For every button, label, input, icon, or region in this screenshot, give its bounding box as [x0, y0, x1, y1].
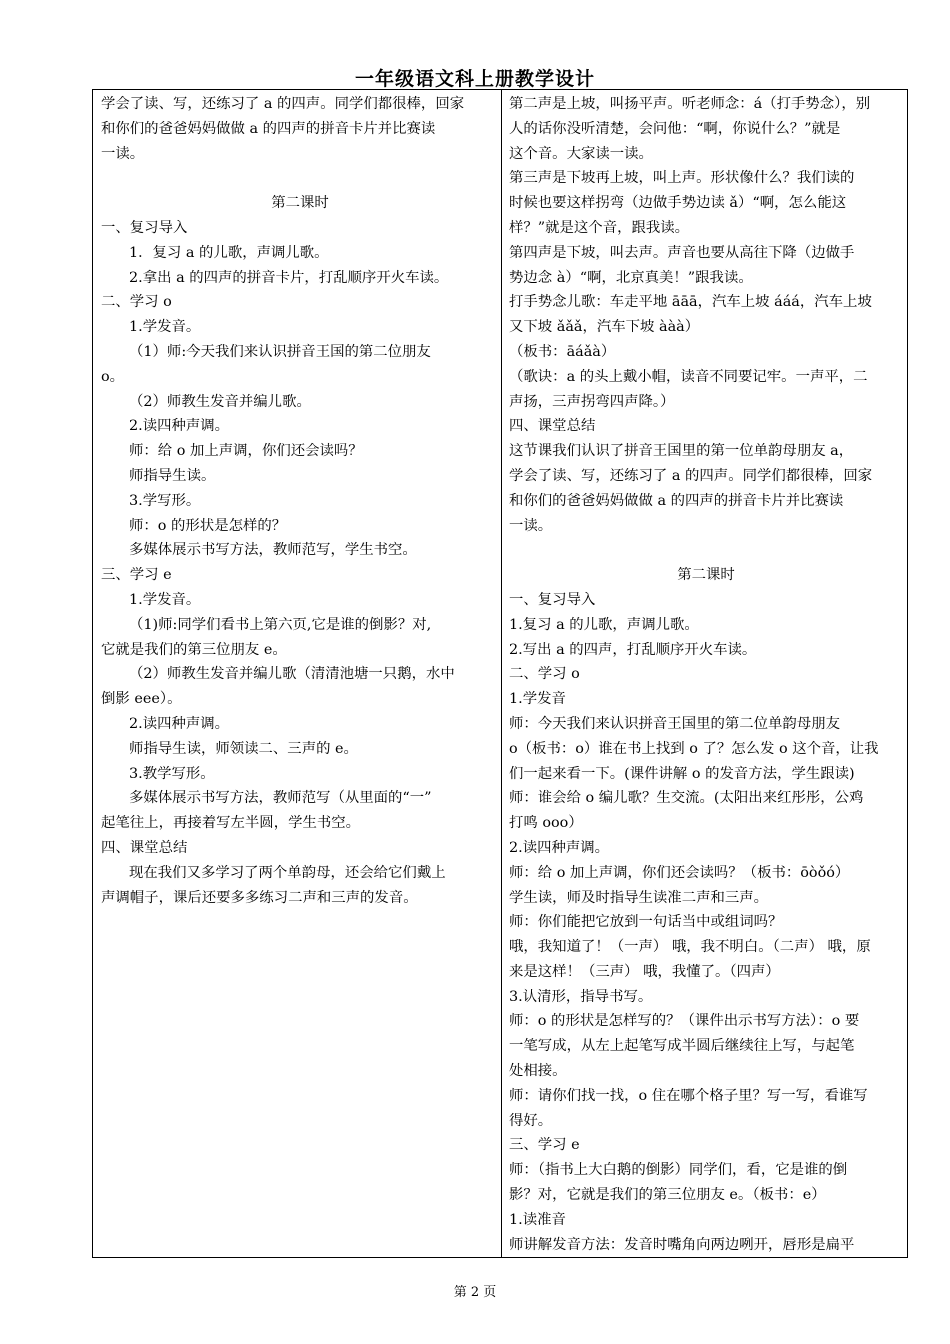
text-line: 2.拿出 a 的四声的拼音卡片，打乱顺序开火车读。	[129, 269, 449, 286]
text-line: 2.读四种声调。	[129, 418, 230, 435]
text-line: 学生读，师及时指导生读准二声和三声。	[509, 889, 769, 906]
text-line: （板书：āáǎà）	[509, 343, 616, 360]
text-line: （2）师教生发音并编儿歌。	[129, 393, 311, 410]
text-line: 打鸣 ooo）	[509, 815, 583, 832]
column-divider	[501, 90, 502, 1257]
text-line: 师指导生读，师领读二、三声的 e。	[129, 740, 358, 757]
text-line: 1.复习 a 的儿歌，声调儿歌。	[509, 616, 699, 633]
right-column	[509, 92, 903, 1257]
text-line: 三、学习 e	[509, 1137, 580, 1154]
text-line: 2.读四种声调。	[129, 715, 230, 732]
text-line: 师：o 的形状是怎样的？	[129, 517, 287, 534]
text-line: 学会了读、写，还练习了 a 的四声。同学们都很棒，回家	[509, 467, 873, 484]
text-line: （1)师:同学们看书上第六页,它是谁的倒影？对,	[129, 616, 432, 633]
text-line: 一读。	[101, 145, 145, 162]
text-line: 影？对，它就是我们的第三位朋友 e。（板书：e）	[509, 1187, 826, 1204]
text-line: 师讲解发音方法：发音时嘴角向两边咧开，唇形是扁平	[509, 1236, 855, 1253]
text-line: 1.学发音。	[129, 319, 201, 336]
text-line: 处相接。	[509, 1063, 567, 1080]
text-line: 1.学发音。	[129, 591, 201, 608]
text-line: 3.教学写形。	[129, 765, 215, 782]
text-line: 师指导生读。	[129, 467, 216, 484]
text-line: 和你们的爸爸妈妈做做 a 的四声的拼音卡片并比赛读	[101, 120, 436, 137]
text-line: 3.认清形，指导书写。	[509, 988, 653, 1005]
text-line: 现在我们又多学习了两个单韵母，还会给它们戴上	[129, 864, 446, 881]
text-line: 师：给 o 加上声调，你们还会读吗？	[129, 443, 363, 460]
text-line: 们一起来看一下。(课件讲解 o 的发音方法，学生跟读)	[509, 765, 855, 782]
text-line: 多媒体展示书写方法，教师范写（从里面的“一”	[129, 790, 432, 807]
blank-line	[509, 538, 903, 563]
text-line: 师：今天我们来认识拼音王国里的第二位单韵母朋友	[509, 715, 840, 732]
text-line: 来是这样！（三声） 哦，我懂了。（四声）	[509, 963, 780, 980]
section-heading: 第二课时	[677, 567, 735, 584]
text-line: 这个音。大家读一读。	[509, 145, 653, 162]
text-line: 师：（指书上大白鹅的倒影）同学们，看，它是谁的倒	[509, 1162, 848, 1179]
text-line: 一、复习导入	[509, 591, 596, 608]
text-line: 得好。	[509, 1112, 553, 1129]
text-line: 二、学习 o	[101, 294, 172, 311]
text-line: 师：请你们找一找，o 住在哪个格子里？写一写，看谁写	[509, 1087, 868, 1104]
text-line: 第二声是上坡，叫扬平声。听老师念：á（打手势念），别	[509, 96, 871, 112]
text-line: 倒影 eee）。	[101, 691, 182, 708]
text-line: o（板书：o）谁在书上找到 o 了？怎么发 o 这个音，让我	[509, 740, 879, 757]
text-line: 时候也要这样拐弯（边做手势边读 ǎ）“啊，怎么能这	[509, 195, 847, 212]
text-line: 这节课我们认识了拼音王国里的第一位单韵母朋友 a，	[509, 443, 854, 460]
section-heading: 第二课时	[271, 195, 329, 212]
text-line: 三、学习 e	[101, 567, 172, 584]
text-line: 学会了读、写，还练习了 a 的四声。同学们都很棒，回家	[101, 96, 465, 112]
text-line: 一笔写成，从左上起笔写成半圆后继续往上写，与起笔	[509, 1038, 855, 1055]
text-line: 一读。	[509, 517, 553, 534]
text-line: 哦，我知道了！（一声） 哦，我不明白。（二声） 哦，原	[509, 939, 871, 956]
text-line: 声调帽子，课后还要多多练习二声和三声的发音。	[101, 889, 418, 906]
text-line: 师：o 的形状是怎样写的？（课件出示书写方法）：o 要	[509, 1013, 860, 1030]
text-line: 四、课堂总结	[509, 418, 596, 435]
text-line: （2）师教生发音并编儿歌（清清池塘一只鹅，水中	[129, 666, 455, 683]
text-line: （1）师:今天我们来认识拼音王国的第二位朋友	[129, 343, 431, 360]
lesson-table	[92, 89, 908, 1258]
text-line: 又下坡 ǎǎǎ，汽车下坡 ààà）	[509, 319, 700, 336]
text-line: 一、复习导入	[101, 219, 188, 236]
text-line: 人的话你没听清楚，会问他：“啊，你说什么？”就是	[509, 120, 841, 137]
text-line: 2.写出 a 的四声，打乱顺序开火车读。	[509, 641, 757, 658]
text-line: 势边念 à）“啊，北京真美！”跟我读。	[509, 269, 753, 286]
text-line: 打手势念儿歌：车走平地 āāā，汽车上坡 ááá，汽车上坡	[509, 294, 872, 311]
text-line: o。	[101, 368, 125, 385]
text-line: 多媒体展示书写方法，教师范写，学生书空。	[129, 542, 417, 559]
text-line: 和你们的爸爸妈妈做做 a 的四声的拼音卡片并比赛读	[509, 492, 844, 509]
text-line: 1.读准音	[509, 1211, 566, 1228]
text-line: 1．复习 a 的儿歌，声调儿歌。	[129, 244, 329, 261]
text-line: 起笔往上，再接着写左半圆，学生书空。	[101, 815, 361, 832]
text-line: 第四声是下坡，叫去声。声音也要从高往下降（边做手	[509, 244, 855, 261]
blank-line	[101, 166, 499, 191]
text-line: 四、课堂总结	[101, 839, 188, 856]
text-line: 它就是我们的第三位朋友 e。	[101, 641, 287, 658]
page-title: 一年级语文科上册教学设计	[354, 68, 595, 90]
text-line: 声扬，三声拐弯四声降。）	[509, 393, 675, 410]
page-number: 第 2 页	[453, 1285, 497, 1300]
text-line: 师：谁会给 o 编儿歌？生交流。(太阳出来红彤彤，公鸡	[509, 790, 864, 807]
text-line: 3.学写形。	[129, 492, 201, 509]
left-column	[101, 92, 499, 910]
text-line: 1.学发音	[509, 691, 566, 708]
text-line: 师：你们能把它放到一句话当中或组词吗？	[509, 914, 783, 931]
text-line: 2.读四种声调。	[509, 839, 610, 856]
text-line: 师：给 o 加上声调，你们还会读吗？（板书：ōòǒó）	[509, 864, 850, 881]
text-line: 样？”就是这个音，跟我读。	[509, 219, 690, 236]
text-line: 第三声是下坡再上坡，叫上声。形状像什么？我们读的	[509, 170, 855, 187]
text-line: 二、学习 o	[509, 666, 580, 683]
text-line: （歌诀：a 的头上戴小帽，读音不同要记牢。一声平，二	[509, 368, 868, 385]
